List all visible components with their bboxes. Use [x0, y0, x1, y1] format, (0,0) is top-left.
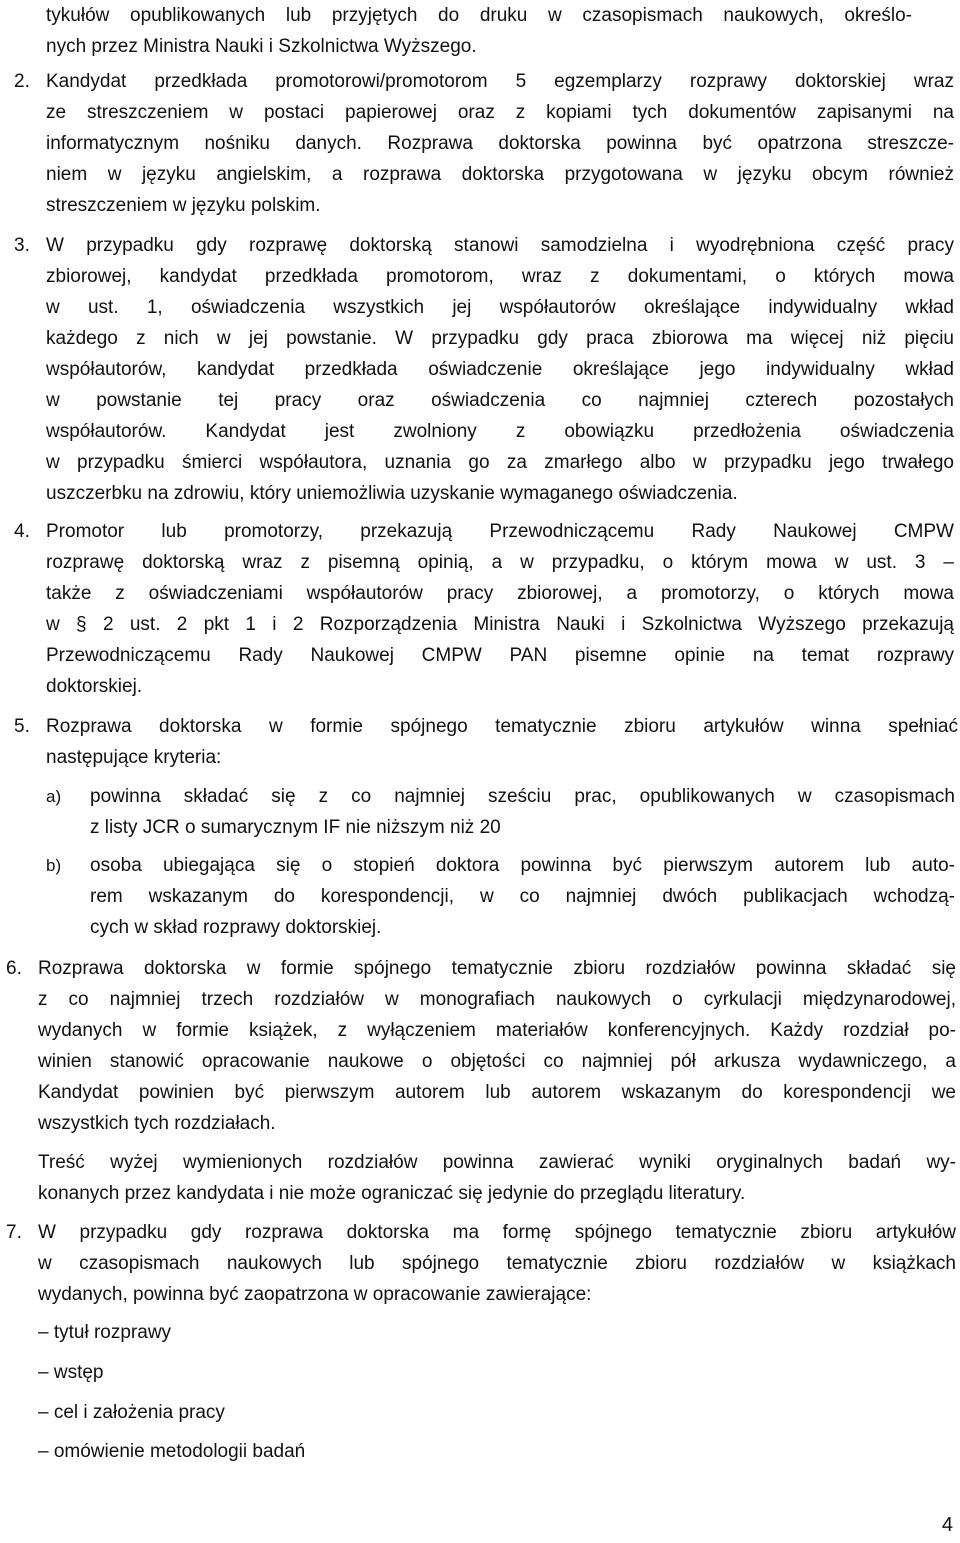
dash-list-item: – cel i założenia pracy	[38, 1402, 225, 1423]
text-line: tykułów opublikowanych lub przyjętych do druku w czasopismach naukowych, określo-	[46, 5, 912, 26]
text-line: Promotor lub promotorzy, przekazują Przewodniczącemu Rady Naukowej CMPW	[46, 521, 954, 542]
text-line: osoba ubiegająca się o stopień doktora powinna być pierwszym autorem lub auto-	[90, 855, 955, 876]
text-line: z listy JCR o sumarycznym IF nie niższym niż 20	[90, 817, 501, 838]
text-line: w przypadku śmierci współautora, uznania go za zmarłego albo w przypadku jego trwałego	[46, 452, 954, 473]
dash-list-item: – omówienie metodologii badań	[38, 1441, 306, 1462]
text-line: cych w skład rozprawy doktorskiej.	[90, 917, 382, 938]
item-number: 5.	[14, 716, 30, 737]
text-line: doktorskiej.	[46, 676, 143, 697]
text-line: ze streszczeniem w postaci papierowej oraz z kopiami tych dokumentów zapisanymi na	[46, 102, 954, 123]
page-number: 4	[941, 1514, 953, 1536]
text-line: nych przez Ministra Nauki i Szkolnictwa Wyższego.	[46, 36, 477, 57]
text-line: współautorów. Kandydat jest zwolniony z obowiązku przedłożenia oświadczenia	[46, 421, 954, 442]
text-line: w czasopismach naukowych lub spójnego tematycznie zbioru rozdziałów w książkach	[38, 1253, 956, 1274]
item-2-paragraph	[46, 66, 954, 221]
text-line: z co najmniej trzech rozdziałów w monografiach naukowych o cyrkulacji międzynarodowej,	[38, 989, 956, 1010]
text-line: także z oświadczeniami współautorów pracy zbiorowej, a promotorzy, o których mowa	[46, 583, 954, 604]
item-7-paragraph	[38, 1217, 956, 1310]
text-line: w ust. 1, oświadczenia wszystkich jej współautorów określające indywidualny wkład	[46, 297, 954, 318]
item-number: 7.	[6, 1222, 22, 1243]
subitem-label: a)	[46, 787, 62, 806]
text-line: zbiorowej, kandydat przedkłada promotorom, wraz z dokumentami, o których mowa	[46, 266, 954, 287]
text-line: W przypadku gdy rozprawa doktorska ma formę spójnego tematycznie zbioru artykułów	[38, 1222, 956, 1243]
item-3-paragraph	[46, 230, 954, 509]
text-line: Rozprawa doktorska w formie spójnego tematycznie zbioru artykułów winna spełniać	[46, 716, 958, 737]
text-line: wydanych w formie książek, z wyłączeniem materiałów konferencyjnych. Każdy rozdział po-	[38, 1020, 956, 1041]
item-number: 2.	[14, 71, 30, 92]
text-line: niem w języku angielskim, a rozprawa doktorska przygotowana w języku obcym również	[46, 164, 954, 185]
text-line: informatycznym nośniku danych. Rozprawa doktorska powinna być opatrzona streszcze-	[46, 133, 954, 154]
item-number: 4.	[14, 521, 30, 542]
text-line: Rozprawa doktorska w formie spójnego tematycznie zbioru rozdziałów powinna składać się	[38, 958, 956, 979]
item-6-paragraph	[38, 953, 956, 1139]
text-line: współautorów, kandydat przedkłada oświadczenie określające jego indywidualny wkład	[46, 359, 954, 380]
dash-list-item: – tytuł rozprawy	[38, 1322, 172, 1343]
subitem-b-paragraph	[90, 850, 955, 943]
text-line: winien stanowić opracowanie naukowe o objętości co najmniej pół arkusza wydawniczego, a	[38, 1051, 956, 1072]
subitem-label: b)	[46, 856, 62, 875]
intro-paragraph	[46, 0, 912, 62]
text-line: powinna składać się z co najmniej sześciu prac, opublikowanych w czasopismach	[90, 786, 955, 807]
text-line: w powstanie tej pracy oraz oświadczenia co najmniej czterech pozostałych	[46, 390, 954, 411]
text-line: w § 2 ust. 2 pkt 1 i 2 Rozporządzenia Ministra Nauki i Szkolnictwa Wyższego przekazują	[46, 614, 954, 635]
text-line: streszczeniem w języku polskim.	[46, 195, 321, 216]
text-line: Przewodniczącemu Rady Naukowej CMPW PAN pisemne opinie na temat rozprawy	[46, 645, 954, 666]
text-line: uszczerbku na zdrowiu, który uniemożliwia uzyskanie wymaganego oświadczenia.	[46, 483, 738, 504]
text-line: Kandydat powinien być pierwszym autorem lub autorem wskazanym do korespondencji we	[38, 1082, 956, 1103]
text-line: Treść wyżej wymienionych rozdziałów powinna zawierać wyniki oryginalnych badań wy-	[38, 1152, 956, 1173]
text-line: każdego z nich w jej powstanie. W przypadku gdy praca zbiorowa ma więcej niż pięciu	[46, 328, 954, 349]
item-5-paragraph	[46, 711, 958, 773]
item-4-paragraph	[46, 516, 954, 702]
text-line: Kandydat przedkłada promotorowi/promotorom 5 egzemplarzy rozprawy doktorskiej wraz	[46, 71, 954, 92]
subitem-a-paragraph	[90, 781, 955, 843]
dash-list-item: – wstęp	[38, 1362, 104, 1383]
item-number: 3.	[14, 235, 30, 256]
text-line: wydanych, powinna być zaopatrzona w opracowanie zawierające:	[38, 1284, 592, 1305]
text-line: W przypadku gdy rozprawę doktorską stanowi samodzielna i wyodrębniona część pracy	[46, 235, 954, 256]
text-line: rozprawę doktorską wraz z pisemną opinią, a w przypadku, o którym mowa w ust. 3 –	[46, 552, 954, 573]
item-6-extra-paragraph	[38, 1147, 956, 1209]
text-line: konanych przez kandydata i nie może ograniczać się jedynie do przeglądu literatury.	[38, 1183, 746, 1204]
item-number: 6.	[6, 958, 22, 979]
text-line: rem wskazanym do korespondencji, w co najmniej dwóch publikacjach wchodzą-	[90, 886, 955, 907]
text-line: wszystkich tych rozdziałach.	[38, 1113, 276, 1134]
text-line: następujące kryteria:	[46, 747, 222, 768]
